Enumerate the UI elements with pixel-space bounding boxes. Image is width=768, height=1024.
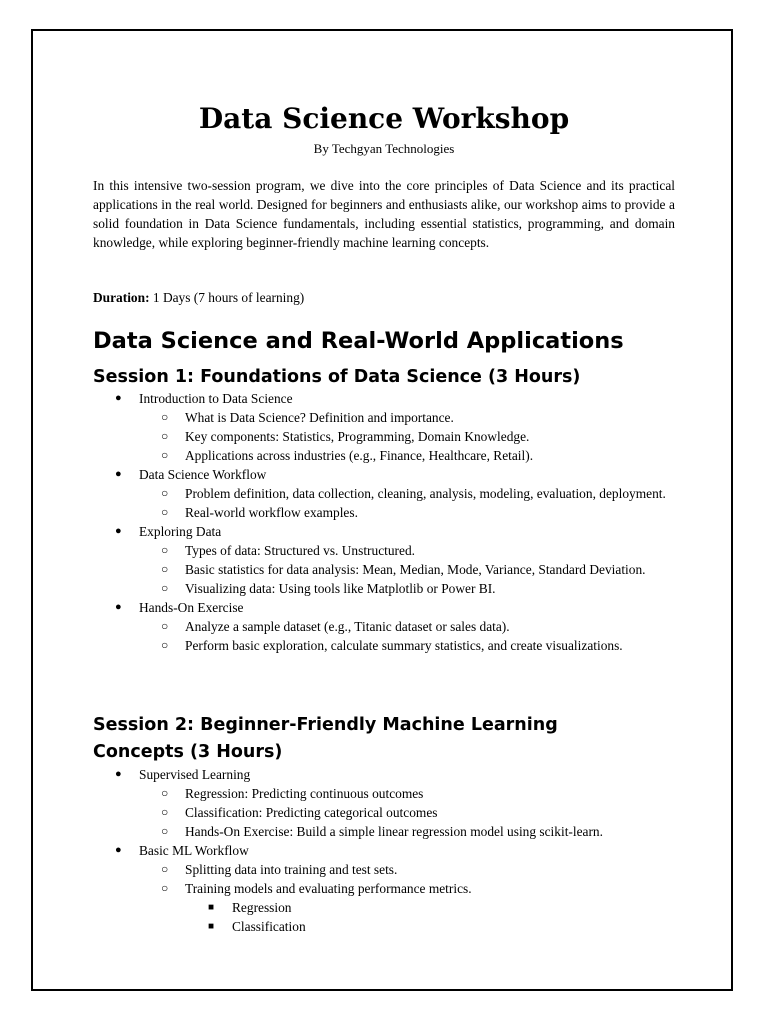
bullet-icon: ● [115,468,122,480]
circle-bullet-icon: ○ [161,805,169,819]
section-heading: Data Science and Real-World Applications [93,328,624,354]
list-item: ○ Analyze a sample dataset (e.g., Titanic dataset or sales data). [161,619,510,634]
circle-bullet-icon: ○ [161,562,169,576]
list-item: ○ Basic statistics for data analysis: Mean, Median, Mode, Variance, Standard Deviation. [161,562,646,577]
circle-bullet-icon: ○ [161,619,169,633]
circle-bullet-icon: ○ [161,448,169,462]
list-item: ○ Perform basic exploration, calculate summary statistics, and create visualizations. [161,638,623,653]
circle-bullet-icon: ○ [161,429,169,443]
circle-bullet-icon: ○ [161,638,169,652]
session-2-heading: Session 2: Beginner-Friendly Machine Learning Concepts (3 Hours) [93,715,558,762]
document-title: Data Science Workshop [198,102,570,135]
circle-bullet-icon: ○ [161,581,169,595]
session-1-heading: Session 1: Foundations of Data Science (3 Hours) [93,367,581,387]
list-item: ● Hands-On Exercise [115,600,244,615]
list-item: ○ Real-world workflow examples. [161,505,358,520]
list-item: ○ Classification: Predicting categorical outcomes [161,805,438,820]
list-item: ■ Regression [208,900,292,915]
square-bullet-icon: ■ [208,921,215,932]
duration-label: Duration: [93,290,150,305]
list-item: ● Data Science Workflow [115,467,267,482]
circle-bullet-icon: ○ [161,786,169,800]
session-1-list [93,389,675,655]
list-item: ○ Hands-On Exercise: Build a simple linear regression model using scikit-learn. [161,824,603,839]
list-item: ● Basic ML Workflow [115,843,249,858]
list-item: ○ Visualizing data: Using tools like Matplotlib or Power BI. [161,581,496,596]
list-item: ○ Regression: Predicting continuous outcomes [161,786,424,801]
circle-bullet-icon: ○ [161,824,169,838]
intro-paragraph: In this intensive two-session program, we dive into the core principles of Data Science and its practical applications in the real world. Designed for beginners and enthusiasts alike, our workshop aims to provide a solid foundation in Data Science fundamentals, including essential statistics, programming, and domain knowledge, while exploring beginner-friendly machine learning concepts. [93,178,675,250]
list-item: ○ Splitting data into training and test sets. [161,862,398,877]
list-item: ○ Training models and evaluating performance metrics. [161,881,472,896]
bullet-icon: ● [115,844,122,856]
list-item: ○ Key components: Statistics, Programming, Domain Knowledge. [161,429,530,444]
circle-bullet-icon: ○ [161,862,169,876]
list-item: ○ Problem definition, data collection, cleaning, analysis, modeling, evaluation, deployment. [161,486,666,501]
bullet-icon: ● [115,601,122,613]
bullet-icon: ● [115,392,122,404]
duration-value: 1 Days (7 hours of learning) [149,290,305,305]
list-item: ○ Types of data: Structured vs. Unstructured. [161,543,415,558]
duration-line [93,290,304,306]
circle-bullet-icon: ○ [161,505,169,519]
circle-bullet-icon: ○ [161,881,169,895]
list-item: ● Supervised Learning [115,767,251,782]
list-item: ● Introduction to Data Science [115,391,293,406]
circle-bullet-icon: ○ [161,486,169,500]
byline: By Techgyan Technologies [313,141,455,156]
list-item: ○ Applications across industries (e.g., Finance, Healthcare, Retail). [161,448,534,463]
session-2-list [93,765,675,936]
bullet-icon: ● [115,768,122,780]
circle-bullet-icon: ○ [161,543,169,557]
list-item: ○ What is Data Science? Definition and importance. [161,410,454,425]
list-item: ● Exploring Data [115,524,222,539]
square-bullet-icon: ■ [208,902,215,913]
bullet-icon: ● [115,525,122,537]
circle-bullet-icon: ○ [161,410,169,424]
list-item: ■ Classification [208,919,306,934]
